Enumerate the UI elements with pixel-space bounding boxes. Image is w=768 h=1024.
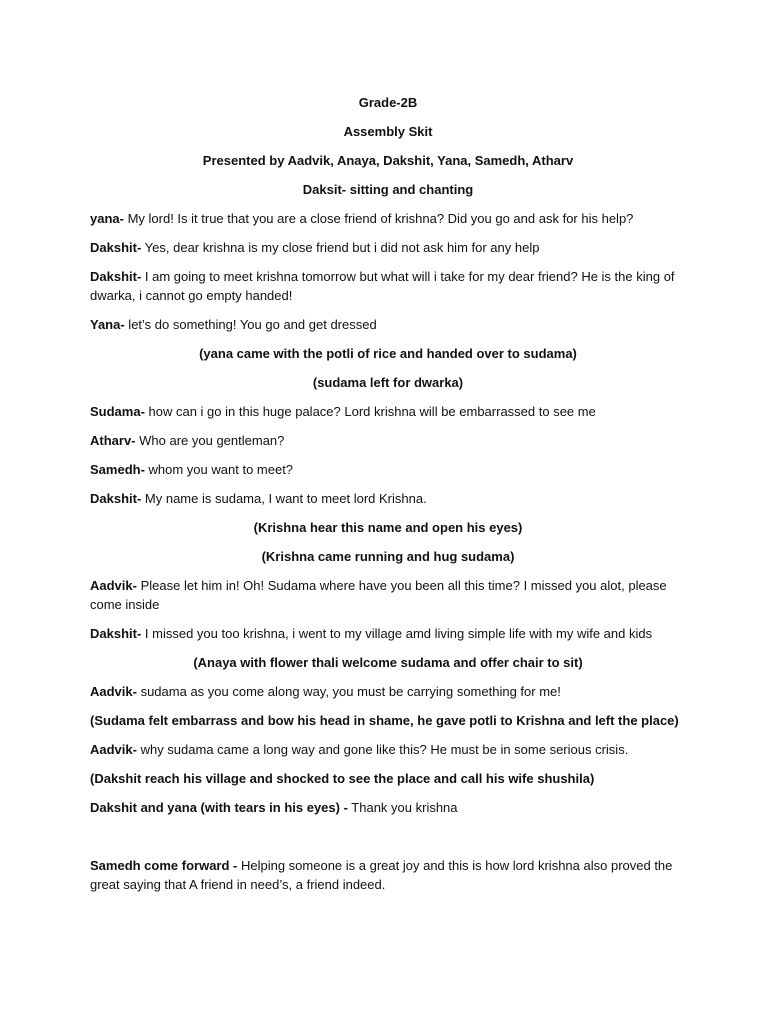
dialogue-line (90, 315, 686, 334)
dialogue-text: how can i go in this huge palace? Lord krishna will be embarrassed to see me (144, 404, 596, 419)
scene-direction: Daksit- sitting and chanting (302, 182, 474, 197)
stage-direction: (Krishna hear this name and open his eyes) (253, 520, 523, 535)
speaker-name: Aadvik- (90, 684, 137, 699)
dialogue-text: sudama as you come along way, you must be carrying something for me! (136, 684, 561, 699)
dialogue-text: My lord! Is it true that you are a close friend of krishna? Did you go and ask for his help? (123, 211, 634, 226)
dialogue-text: Yes, dear krishna is my close friend but i did not ask him for any help (141, 240, 540, 255)
speaker-name: Aadvik- (90, 742, 137, 757)
speaker-name: Dakshit- (90, 626, 142, 641)
speaker-name: yana- (90, 211, 124, 226)
speaker-name: Dakshit and yana (with tears in his eyes) - (90, 800, 348, 815)
speaker-name: Dakshit- (90, 269, 142, 284)
dialogue-text: why sudama came a long way and gone like this? He must be in some serious crisis. (136, 742, 629, 757)
dialogue-line (90, 740, 686, 759)
dialogue-line (90, 576, 686, 614)
dialogue-line (90, 798, 686, 817)
dialogue-line (90, 624, 686, 643)
grade-heading: Grade-2B (358, 95, 418, 110)
speaker-name: Sudama- (90, 404, 145, 419)
blank-line (90, 827, 686, 856)
dialogue-line (90, 209, 686, 228)
dialogue-line (90, 460, 686, 479)
dialogue-text: Who are you gentleman? (135, 433, 285, 448)
stage-direction: (yana came with the potli of rice and handed over to sudama) (199, 346, 577, 361)
dialogue-line (90, 402, 686, 421)
dialogue-line (90, 431, 686, 450)
dialogue-line (90, 238, 686, 257)
stage-direction: (Anaya with flower thali welcome sudama and offer chair to sit) (193, 655, 583, 670)
dialogue-text: I am going to meet krishna tomorrow but what will i take for my dear friend? He is the king of dwarka, i cannot go empty handed! (90, 269, 675, 303)
document-page (90, 93, 686, 904)
stage-direction: (Krishna came running and hug sudama) (261, 549, 515, 564)
dialogue-line (90, 267, 686, 305)
dialogue-text: whom you want to meet? (144, 462, 294, 477)
script-body (90, 209, 686, 894)
speaker-name: Atharv- (90, 433, 136, 448)
stage-direction: (sudama left for dwarka) (312, 375, 464, 390)
speaker-name: Dakshit- (90, 491, 142, 506)
dialogue-line (90, 856, 686, 894)
dialogue-text: Thank you krishna (347, 800, 458, 815)
dialogue-line (90, 489, 686, 508)
speaker-name: Aadvik- (90, 578, 137, 593)
stage-direction: (Sudama felt embarrass and bow his head in shame, he gave potli to Krishna and left the place) (90, 713, 679, 728)
stage-direction: (Dakshit reach his village and shocked to see the place and call his wife shushila) (90, 771, 595, 786)
dialogue-text: My name is sudama, I want to meet lord Krishna. (141, 491, 427, 506)
dialogue-text: let’s do something! You go and get dressed (124, 317, 377, 332)
presenters-line: Presented by Aadvik, Anaya, Dakshit, Yana, Samedh, Atharv (202, 153, 574, 168)
dialogue-text: I missed you too krishna, i went to my village amd living simple life with my wife and kids (141, 626, 653, 641)
speaker-name: Yana- (90, 317, 125, 332)
dialogue-text: Helping someone is a great joy and this is how lord krishna also proved the great saying that A friend in need’s, a friend indeed. (90, 858, 673, 892)
speaker-name: Dakshit- (90, 240, 142, 255)
dialogue-text: Please let him in! Oh! Sudama where have you been all this time? I missed you alot, please come inside (90, 578, 667, 612)
speaker-name: Samedh- (90, 462, 145, 477)
speaker-name: Samedh come forward - (90, 858, 238, 873)
skit-title: Assembly Skit (343, 124, 433, 139)
dialogue-line (90, 682, 686, 701)
